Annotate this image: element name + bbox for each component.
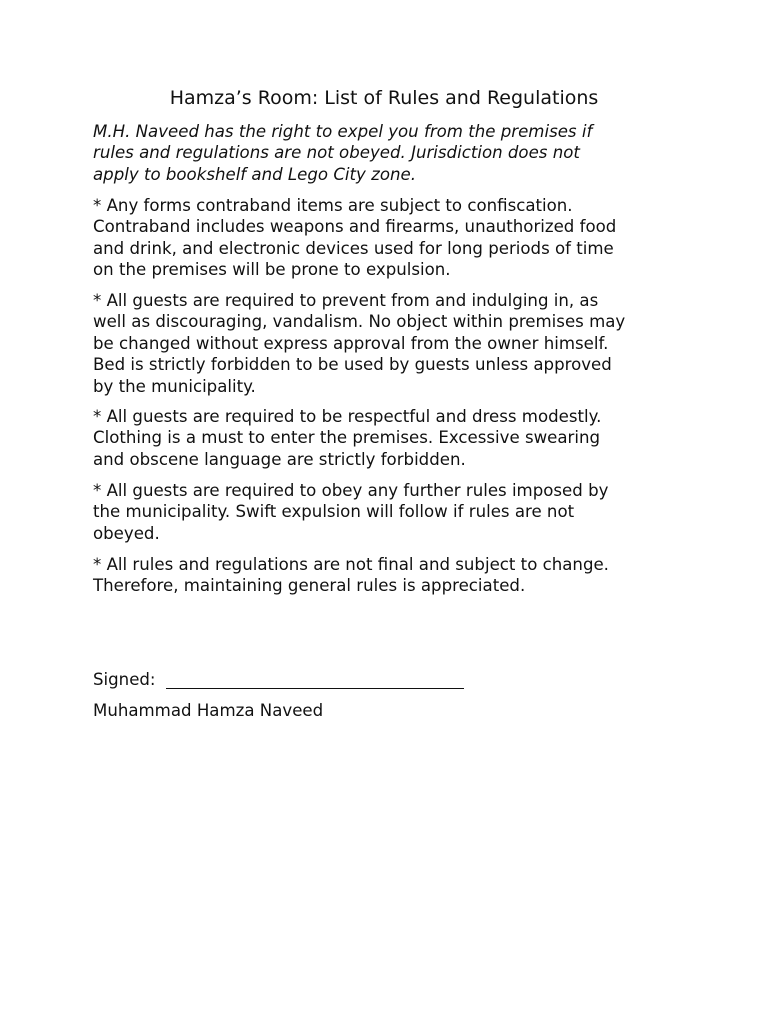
signatory-name: Muhammad Hamza Naveed: [93, 701, 324, 720]
rule-contraband: * Any forms contraband items are subject to confiscation. Contraband includes weapons and firearms, unauthorized food and drink, and electronic devices used for long periods of time on the premises will be prone to expulsion.: [93, 196, 617, 280]
rule-further-rules: * All guests are required to obey any further rules imposed by the municipality. Swift expulsion will follow if rules are not obeyed.: [93, 481, 609, 543]
signature-line: [166, 688, 464, 689]
rule-vandalism: * All guests are required to prevent from and indulging in, as well as discouraging, vandalism. No object within premises may be changed without express approval from the owner himself. Bed is strictly forbidden to be used by guests unless approved by the municipality.: [93, 291, 626, 396]
rule-dress-code: * All guests are required to be respectful and dress modestly. Clothing is a must to enter the premises. Excessive swearing and obscene language are strictly forbidden.: [93, 407, 602, 469]
page-title: Hamza’s Room: List of Rules and Regulations: [169, 87, 599, 109]
rule-subject-to-change: * All rules and regulations are not final and subject to change. Therefore, maintaining general rules is appreciated.: [93, 555, 609, 596]
intro-paragraph: M.H. Naveed has the right to expel you from the premises if rules and regulations are not obeyed. Jurisdiction does not apply to bookshelf and Lego City zone.: [93, 122, 593, 184]
signed-label: Signed:: [93, 670, 156, 689]
